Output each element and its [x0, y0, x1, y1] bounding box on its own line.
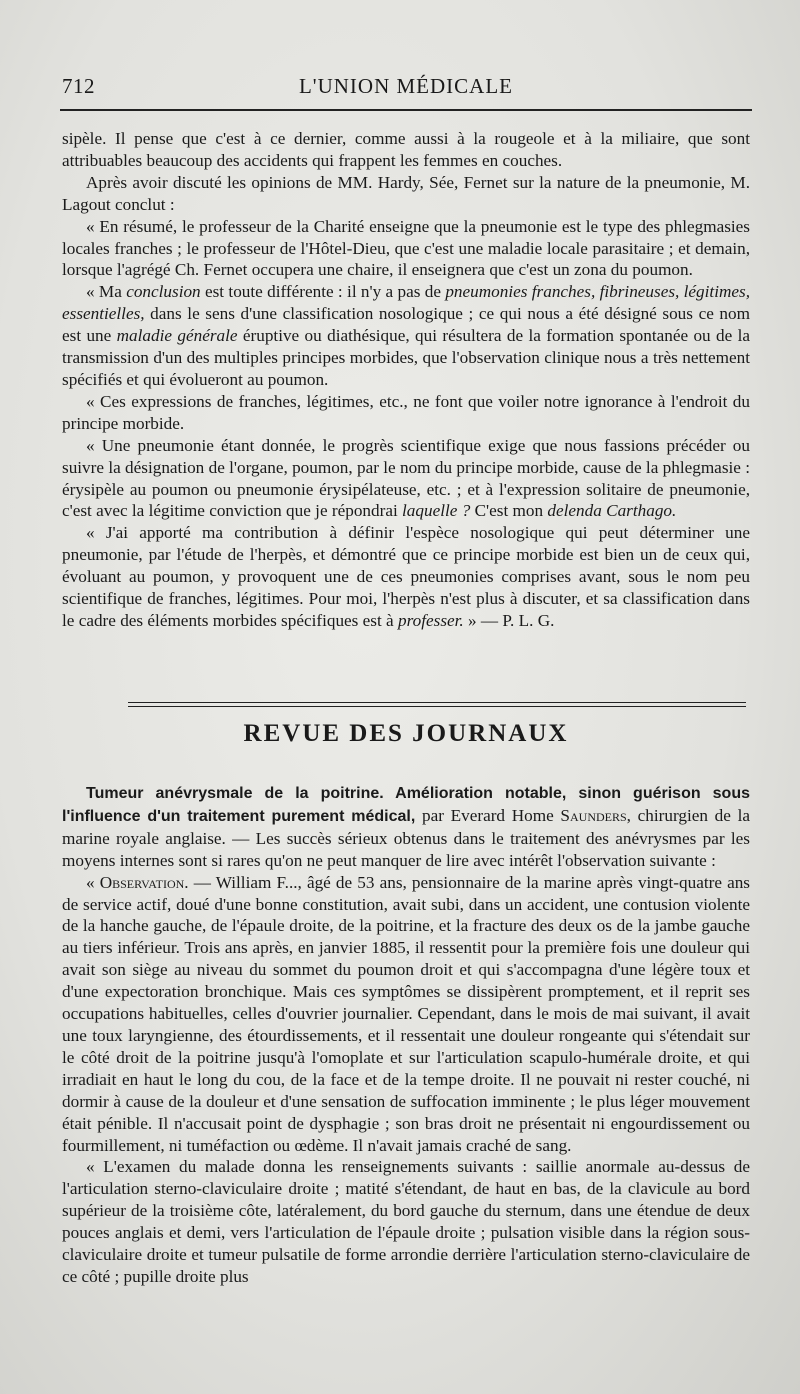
intro-text — [62, 128, 750, 632]
running-title: L'UNION MÉDICALE — [298, 74, 513, 98]
paragraph — [62, 522, 750, 632]
italic-text: maladie générale — [116, 326, 238, 346]
text-run: est toute différente : il n'y a pas de — [200, 282, 446, 302]
author-name: Saunders — [560, 805, 627, 825]
paragraph — [62, 435, 750, 523]
italic-text: pneumonies franches, fibrineuses, légitimes, essentielles, — [62, 282, 750, 324]
header-rule — [60, 109, 752, 111]
article-lead — [62, 782, 750, 872]
paragraph: « Ces expressions de franches, légitimes, etc., ne font que voiler notre ignorance à l'endroit du principe morbide. — [62, 391, 750, 433]
paragraph — [62, 281, 750, 391]
paragraph: « Observation. — William F..., âgé de 53 ans, pensionnaire de la marine après vingt-quatre ans de service actif, doué d'une bonne constitution, avait subi, dans un accident, une contusion violente de la hanche gauche, de l'épaule droite, de la poitrine, et la fracture des deux os de la jambe gauche au tiers inférieur. Trois ans après, en janvier 1885, il ressentit pour la première fois une douleur qui avait son siège au niveau du sommet du poumon droit et qui s'accompagna d'une légère toux et d'une expectoration bronchique. Mais ces symptômes se dissipèrent promptement, et il reprit ses occupations habituelles, celles d'ouvrier journalier. Cependant, dans le mois de mai suivant, il avait une toux laryngienne, des étourdissements, et il ressentait une douleur rongeante qui s'étendait sur le côté droit de la poitrine jusqu'à l'omoplate et sur l'articulation scapulo-humérale droite, et qui irradiait en haut le long du cou, de la face et de la tempe droite. Il ne pouvait ni rester couché, ni dormir à cause de la douleur et d'une sensation de suffocation imminente ; le plus léger mouvement était pénible. Il n'accusait point de dysphagie ; son bras droit ne présentait ni engourdissement ou fourmillement, ni tuméfaction ou œdème. Il n'avait jamais craché de sang. — [62, 872, 750, 1155]
text-run: » — P. L. G. — [463, 610, 555, 630]
italic-text: professer. — [398, 610, 464, 630]
text-run: « Ma — [86, 282, 127, 302]
text-run: C'est mon — [470, 501, 548, 521]
text-run: dans le sens d'une classification nosologique ; ce qui nous a été désigné sous ce nom est une — [62, 304, 750, 346]
text-run: , chirurgien de la marine royale anglaise. — Les succès sérieux obtenus dans le traitement des anévrysmes par les moyens internes sont si rares qu'on ne peut manquer de lire avec intérêt l'observation suivante : — [62, 805, 750, 870]
section-title: REVUE DES JOURNAUX — [243, 720, 569, 747]
page-number: 712 — [62, 74, 95, 98]
section-divider — [128, 702, 746, 707]
page-header — [62, 74, 750, 102]
italic-text: delenda Carthago. — [547, 501, 677, 521]
paragraph: Après avoir discuté les opinions de MM. Hardy, Sée, Fernet sur la nature de la pneumonie, M. Lagout conclut : — [62, 172, 750, 214]
text-run: « J'ai apporté ma contribution à définir l'espèce nosologique qui peut déterminer une pneumonie, par l'étude de l'herpès, et démontré que ce principe morbide est bien un de ceux qui, évoluant au poumon, y provoquent une de ces pneumonies comprises avant, sous le nom peu scientifique de franches, légitimes. Pour moi, l'herpès n'est plus à discuter, et sa classification dans le cadre des éléments morbides spécifiques est à — [62, 523, 750, 630]
italic-text: laquelle ? — [402, 501, 471, 521]
article-text — [62, 782, 750, 1288]
text-run: . — William F..., âgé de 53 ans, pensionnaire de la marine après vingt-quatre ans de service actif, doué d'une bonne constitution, avait subi, dans un accident, une contusion violente de la hanche gauche, de l'épaule droite, de la poitrine, et la fracture des deux os de la jambe gauche au tiers inférieur. Trois ans après, en janvier 1885, il ressentit pour la première fois une douleur qui avait son siège au niveau du sommet du poumon droit et qui s'accompagna d'une légère toux et d'une expectoration bronchique. Mais ces symptômes se dissipèrent promptement, et il reprit ses occupations habituelles, celles d'ouvrier journalier. Cependant, dans le mois de mai suivant, il avait une toux laryngienne, des étourdissements, et il ressentait une douleur rongeante qui s'étendait sur le côté droit de la poitrine jusqu'à l'omoplate et sur l'articulation scapulo-humérale droite, et qui irradiait en haut le long du cou, de la face et de la tempe droite. Il ne pouvait ni rester couché, ni dormir à cause de la douleur et d'une sensation de suffocation imminente ; le plus léger mouvement était pénible. Il n'accusait point de dysphagie ; son bras droit ne présentait ni engourdissement ou fourmillement, ni tuméfaction ou œdème. Il n'avait jamais craché de sang. — [62, 872, 750, 1155]
text-run: éruptive ou diathésique, qui résultera de la formation spontanée ou de la transmission d'un des multiples principes morbides, que l'observation clinique nous a très nettement spécifiés et qui évolueront au poumon. — [62, 326, 750, 389]
italic-text: conclusion — [126, 282, 201, 302]
article-title: Tumeur anévrysmale de la poitrine. Amélioration notable, sinon guérison sous l'influence d'un traitement purement médical, — [62, 785, 750, 825]
paragraph: sipèle. Il pense que c'est à ce dernier, comme aussi à la rougeole et à la miliaire, que sont attribuables beaucoup des accidents qui frappent les femmes en couches. — [62, 129, 750, 170]
paragraph: « L'examen du malade donna les renseignements suivants : saillie anormale au-dessus de l'articulation sterno-claviculaire droite ; matité s'étendant, de haut en bas, de la clavicule au bord supérieur de la troisième côte, latéralement, du bord gauche du sternum, dans une étendue de deux pouces anglais et demi, vers l'articulation de l'épaule droite ; pulsation visible dans la région sous-claviculaire droite et tumeur pulsatile de forme arrondie derrière l'articulation sterno-claviculaire de ce côté ; pupille droite plus — [62, 1157, 750, 1286]
paragraph: « En résumé, le professeur de la Charité enseigne que la pneumonie est le type des phlegmasies locales franches ; le professeur de l'Hôtel-Dieu, que c'est une maladie locale parasitaire ; et demain, lorsque l'agrégé Ch. Fernet occupera une chaire, il enseignera que c'est un zona du poumon. — [62, 216, 750, 280]
observation-label: Observation — [99, 872, 185, 892]
text-run: « Une pneumonie étant donnée, le progrès scientifique exige que nous fassions précéder ou suivre la désignation de l'organe, poumon, par le nom du principe morbide, cause de la phlegmasie : érysipèle au poumon ou pneumonie érysipélateuse, etc. ; et à l'expression solitaire de pneumonie, c'est avec la légitime conviction que je répondrai — [62, 435, 750, 521]
text-run: par Everard Home — [415, 805, 561, 825]
